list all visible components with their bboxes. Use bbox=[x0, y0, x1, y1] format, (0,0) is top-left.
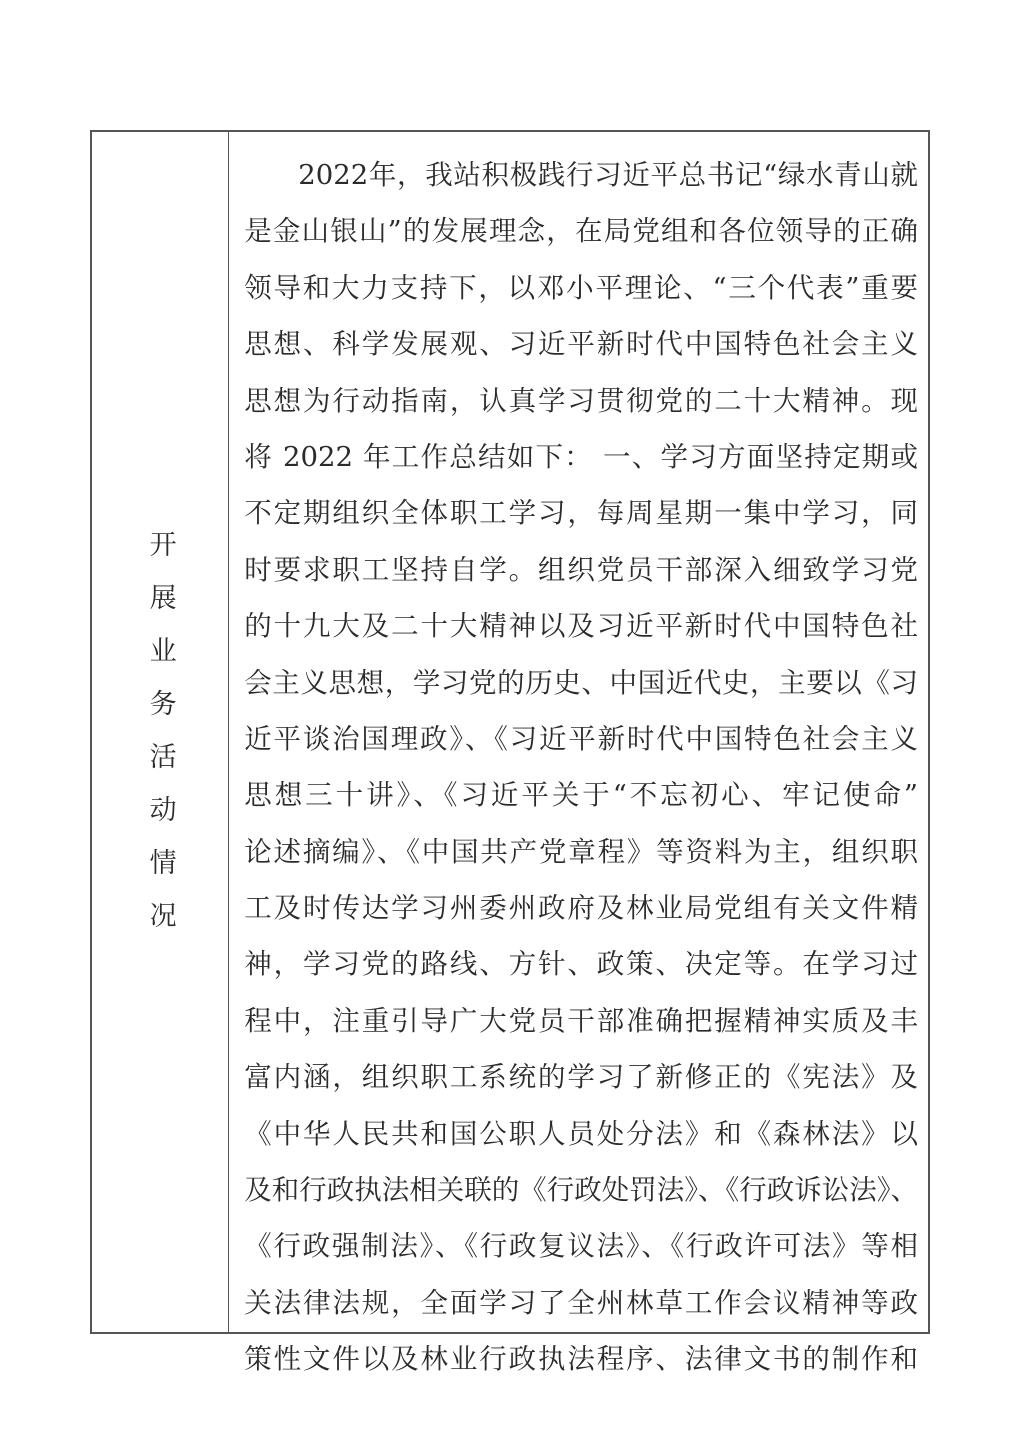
text-line: 工及时传达学习州委州政府及林业局党组有关文件精 bbox=[244, 892, 918, 925]
text-line: 将 2022 年工作总结如下： 一、学习方面坚持定期或 bbox=[244, 440, 918, 473]
text-line: 时要求职工坚持自学。组织党员干部深入细致学习党 bbox=[244, 553, 918, 586]
text-line: 论述摘编》、《中国共产党章程》等资料为主，组织职 bbox=[244, 835, 918, 868]
text-line: 不定期组织全体职工学习，每周星期一集中学习，同 bbox=[244, 497, 918, 530]
text-line: 的十九大及二十大精神以及习近平新时代中国特色社 bbox=[244, 610, 918, 643]
text-line: 《行政强制法》、《行政复议法》、《行政许可法》等相 bbox=[244, 1230, 918, 1263]
text-line: 策性文件以及林业行政执法程序、法律文书的制作和 bbox=[244, 1343, 918, 1376]
content-cell bbox=[229, 132, 928, 1376]
form-table bbox=[90, 130, 930, 1376]
section-label: 开展业务活动情况 bbox=[144, 530, 176, 954]
text-line: 及和行政执法相关联的《行政处罚法》、《行政诉讼法》、 bbox=[244, 1174, 918, 1207]
text-line: 思想三十讲》、《习近平关于“不忘初心、牢记使命” bbox=[244, 779, 918, 812]
text-line: 思想为行动指南，认真学习贯彻党的二十大精神。现 bbox=[244, 384, 918, 417]
text-line: 神，学习党的路线、方针、政策、决定等。在学习过 bbox=[244, 948, 918, 981]
text-line: 《中华人民共和国公职人员处分法》和《森林法》以 bbox=[244, 1117, 918, 1150]
text-line: 富内涵，组织职工系统的学习了新修正的《宪法》及 bbox=[244, 1061, 918, 1094]
text-line: 2022年，我站积极践行习近平总书记“绿水青山就 bbox=[298, 159, 918, 191]
text-line: 程中，注重引导广大党员干部准确把握精神实质及丰 bbox=[244, 1004, 918, 1037]
label-cell bbox=[92, 132, 229, 1332]
text-line: 思想、科学发展观、习近平新时代中国特色社会主义 bbox=[244, 328, 918, 361]
text-line: 是金山银山”的发展理念，在局党组和各位领导的正确 bbox=[244, 215, 918, 248]
text-line: 近平谈治国理政》、《习近平新时代中国特色社会主义 bbox=[244, 722, 918, 755]
text-line: 领导和大力支持下，以邓小平理论、“三个代表”重要 bbox=[244, 271, 918, 304]
text-line: 会主义思想，学习党的历史、中国近代史，主要以《习 bbox=[244, 666, 918, 699]
text-line: 关法律法规，全面学习了全州林草工作会议精神等政 bbox=[244, 1286, 918, 1319]
